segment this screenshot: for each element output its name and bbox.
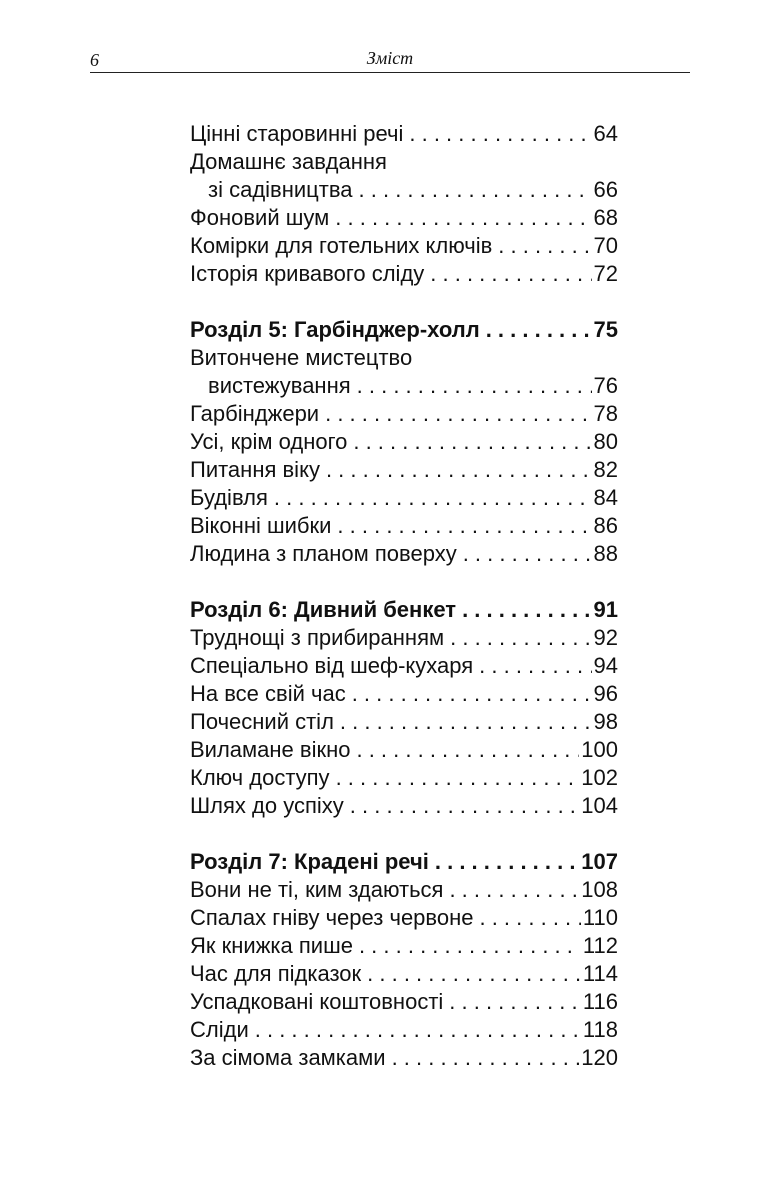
dot-leader — [403, 120, 591, 148]
toc-page-number: 100 — [581, 737, 618, 762]
toc-page-number: 64 — [593, 121, 618, 146]
dot-leader — [249, 1016, 581, 1044]
dot-leader — [268, 484, 592, 512]
toc-entry — [190, 232, 618, 260]
toc-entry — [190, 988, 618, 1016]
toc-page-number: 84 — [593, 485, 618, 510]
toc-entry — [190, 932, 618, 960]
dot-leader — [492, 232, 591, 260]
toc-page-number: 92 — [593, 625, 618, 650]
toc-entry-title: Усі, крім одного — [190, 429, 348, 454]
dot-leader — [443, 876, 579, 904]
dot-leader — [344, 792, 580, 820]
toc-page-number: 98 — [593, 709, 618, 734]
toc-entry-title: Гарбінджери — [190, 401, 320, 426]
dot-leader — [444, 624, 591, 652]
dot-leader — [331, 512, 591, 540]
toc-entry-title: зі садівництва — [208, 177, 353, 202]
running-title: Зміст — [366, 48, 414, 68]
running-header — [90, 46, 690, 73]
section-spacer — [190, 568, 618, 596]
dot-leader — [386, 1044, 580, 1072]
toc-entry — [190, 680, 618, 708]
toc-page-number: 104 — [581, 793, 618, 818]
dot-leader — [457, 540, 592, 568]
dot-leader — [361, 960, 581, 988]
toc-entry-title: Успадковані коштовності — [190, 989, 444, 1014]
toc-entry — [190, 456, 618, 484]
toc-entry — [190, 372, 618, 400]
toc-entry — [190, 120, 618, 148]
toc-entry-title: Фоновий шум — [190, 205, 330, 230]
toc-page-number: 108 — [581, 877, 618, 902]
toc-entry-title: вистежування — [208, 373, 351, 398]
toc-entry-title: Комірки для готельних ключів — [190, 233, 493, 258]
toc-entry — [190, 876, 618, 904]
toc-entry-title: Виламане вікно — [190, 737, 351, 762]
toc-section-heading — [190, 596, 618, 624]
toc-entry-title: Вони не ті, ким здаються — [190, 877, 444, 902]
toc-entry — [190, 652, 618, 680]
toc-page-number: 114 — [582, 961, 618, 986]
toc-page-number: 120 — [581, 1045, 618, 1070]
toc-entry — [190, 204, 618, 232]
section-spacer — [190, 820, 618, 848]
dot-leader — [473, 904, 580, 932]
toc-page-number: 75 — [593, 317, 618, 342]
dot-leader — [351, 372, 592, 400]
toc-entry — [190, 1044, 618, 1072]
toc-page-number: 86 — [593, 513, 618, 538]
dot-leader — [330, 764, 580, 792]
toc-page-number: 80 — [593, 429, 618, 454]
toc-entry-title: Спеціально від шеф-кухаря — [190, 653, 474, 678]
toc-entry — [190, 400, 618, 428]
toc-page-number: 88 — [593, 541, 618, 566]
page-number: 6 — [90, 50, 99, 70]
dot-leader — [443, 988, 581, 1016]
toc-page-number: 68 — [593, 205, 618, 230]
toc-section-heading — [190, 316, 618, 344]
toc-page-number: 70 — [593, 233, 618, 258]
toc-entry-title: На все свій час — [190, 681, 346, 706]
toc-page-number: 76 — [593, 373, 618, 398]
toc-entry — [190, 512, 618, 540]
dot-leader — [319, 400, 591, 428]
dot-leader — [480, 316, 592, 344]
dot-leader — [320, 456, 592, 484]
table-of-contents — [190, 120, 618, 1072]
toc-entry — [190, 624, 618, 652]
toc-entry-title: Будівля — [190, 485, 268, 510]
toc-entry — [190, 904, 618, 932]
dot-leader — [329, 204, 591, 232]
toc-entry-title: За сімома замками — [190, 1045, 386, 1070]
toc-entry-title: Людина з планом поверху — [190, 541, 457, 566]
toc-entry — [190, 764, 618, 792]
dot-leader — [346, 680, 592, 708]
toc-entry — [190, 960, 618, 988]
toc-page-number: 78 — [593, 401, 618, 426]
toc-entry-title: Почесний стіл — [190, 709, 334, 734]
toc-entry-title: Труднощі з прибиранням — [190, 625, 445, 650]
toc-entry — [190, 792, 618, 820]
dot-leader — [353, 932, 581, 960]
toc-entry-title: Історія кривавого сліду — [190, 261, 425, 286]
toc-page-number: 118 — [582, 1017, 618, 1042]
dot-leader — [424, 260, 591, 288]
section-spacer — [190, 288, 618, 316]
dot-leader — [353, 176, 592, 204]
dot-leader — [347, 428, 591, 456]
toc-entry-title-line: Витончене мистецтво — [190, 345, 413, 370]
toc-entry-title: Спалах гніву через червоне — [190, 905, 474, 930]
toc-entry-title: Розділ 6: Дивний бенкет — [190, 597, 457, 622]
dot-leader — [334, 708, 592, 736]
toc-entry — [190, 260, 618, 288]
toc-page-number: 94 — [593, 653, 618, 678]
toc-page-number: 110 — [582, 905, 618, 930]
toc-page-number: 66 — [593, 177, 618, 202]
toc-entry — [190, 540, 618, 568]
dot-leader — [429, 848, 579, 876]
toc-entry — [190, 428, 618, 456]
toc-entry-title: Час для підказок — [190, 961, 362, 986]
toc-page-number: 107 — [581, 849, 618, 874]
toc-entry-title: Ключ доступу — [190, 765, 330, 790]
toc-page-number: 102 — [581, 765, 618, 790]
toc-page-number: 72 — [593, 261, 618, 286]
toc-entry — [190, 736, 618, 764]
toc-entry-title: Розділ 7: Крадені речі — [190, 849, 429, 874]
toc-section-heading — [190, 848, 618, 876]
dot-leader — [350, 736, 579, 764]
toc-entry-title-line: Домашнє завдання — [190, 149, 387, 174]
toc-page-number: 82 — [593, 457, 618, 482]
toc-entry — [190, 176, 618, 204]
toc-entry — [190, 708, 618, 736]
toc-page-number: 91 — [593, 597, 618, 622]
toc-entry-title: Як книжка пише — [190, 933, 353, 958]
dot-leader — [473, 652, 591, 680]
toc-entry-title: Питання віку — [190, 457, 320, 482]
toc-entry-title: Розділ 5: Гарбінджер-холл — [190, 317, 480, 342]
toc-entry-title: Шлях до успіху — [190, 793, 344, 818]
toc-entry-title: Сліди — [190, 1017, 249, 1042]
toc-page-number: 116 — [582, 989, 618, 1014]
toc-page-number: 112 — [582, 933, 618, 958]
toc-entry — [190, 1016, 618, 1044]
toc-page-number: 96 — [593, 681, 618, 706]
toc-entry — [190, 484, 618, 512]
toc-entry-title: Віконні шибки — [190, 513, 332, 538]
toc-entry-title: Цінні старовинні речі — [190, 121, 404, 146]
dot-leader — [456, 596, 591, 624]
